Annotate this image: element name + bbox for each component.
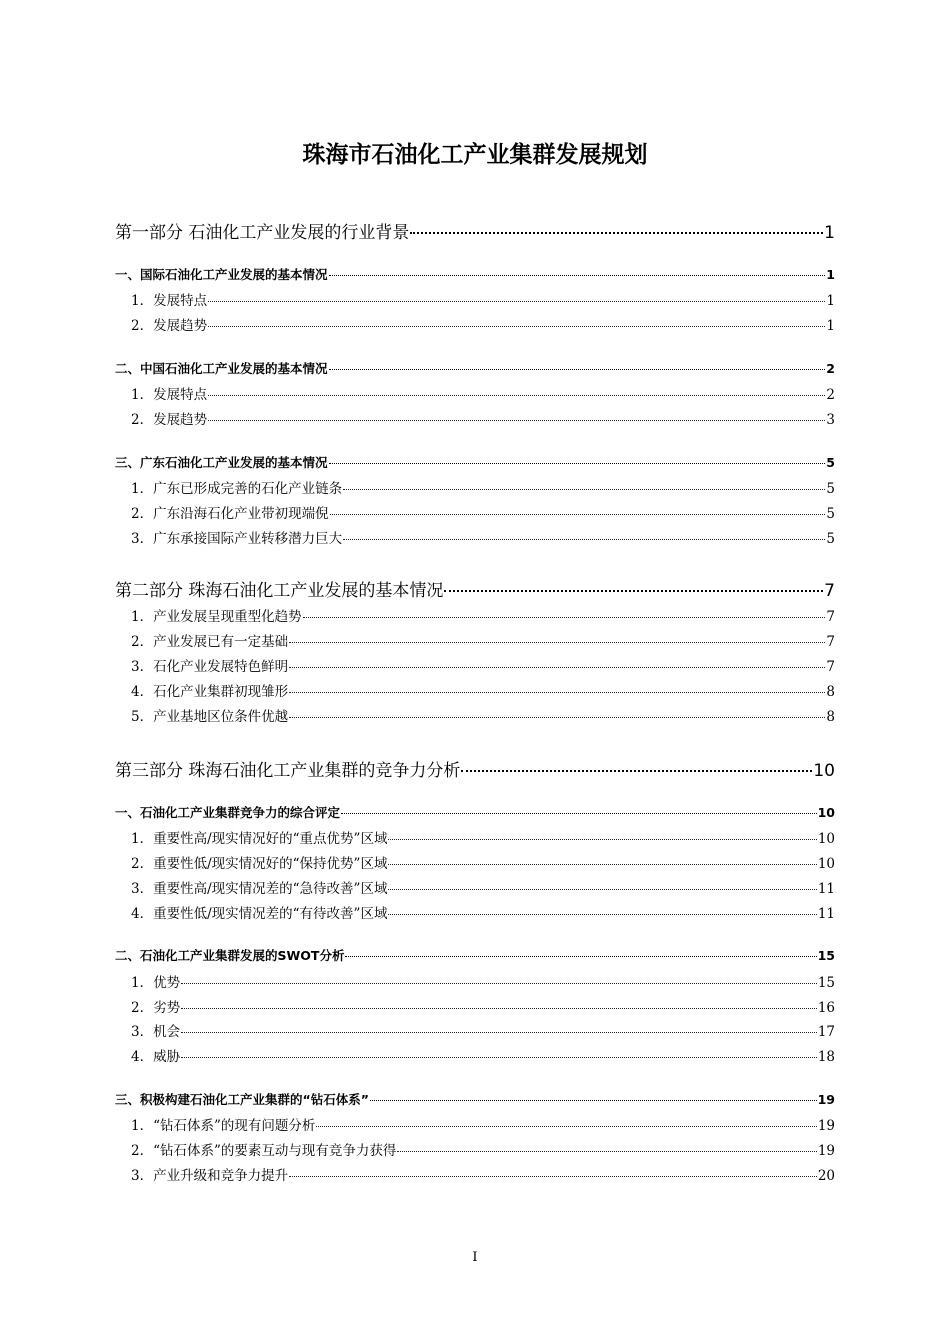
toc-label: 三、积极构建石油化工产业集群的“钻石体系”	[115, 1092, 369, 1107]
toc-leader	[289, 666, 825, 668]
toc-leader	[343, 538, 825, 540]
toc-label: 5．产业基地区位条件优越	[131, 709, 289, 725]
toc-leader	[181, 1056, 817, 1058]
toc-label: 3．广东承接国际产业转移潜力巨大	[131, 531, 343, 547]
toc-leader	[316, 1125, 816, 1127]
toc-item[interactable]	[115, 1045, 835, 1065]
toc-page: 2	[826, 361, 835, 376]
toc-item[interactable]	[115, 1114, 835, 1134]
toc-item[interactable]	[115, 996, 835, 1016]
toc-item[interactable]	[115, 1139, 835, 1159]
toc-page: 1	[826, 318, 835, 334]
toc-page: 8	[826, 709, 835, 725]
toc-item[interactable]	[115, 902, 835, 922]
toc-label: 2．广东沿海石化产业带初现端倪	[131, 506, 329, 522]
toc-section-1-3[interactable]	[115, 453, 835, 471]
toc-label: 二、中国石油化工产业发展的基本情况	[115, 361, 328, 376]
toc-item[interactable]	[115, 705, 835, 725]
toc-leader	[388, 913, 816, 915]
toc-leader	[181, 1007, 817, 1009]
toc-leader	[208, 300, 825, 302]
toc-leader	[329, 368, 826, 370]
toc-page: 11	[817, 881, 835, 897]
toc-leader	[388, 888, 816, 890]
toc-item[interactable]	[115, 383, 835, 403]
toc-page: 17	[817, 1024, 835, 1040]
toc-item[interactable]	[115, 827, 835, 847]
toc-label: 1．发展特点	[131, 293, 208, 309]
toc-label: 2．重要性低/现实情况好的“保持优势”区域	[131, 856, 388, 872]
toc-leader	[343, 488, 825, 490]
toc-page: 19	[817, 1143, 835, 1159]
toc-item[interactable]	[115, 971, 835, 991]
toc-page: 5	[826, 455, 835, 470]
toc-part-3[interactable]	[115, 756, 835, 781]
toc-label: 第一部分 石油化工产业发展的行业背景	[115, 223, 410, 243]
toc-page: 19	[817, 1092, 835, 1107]
page-number: I	[472, 1250, 478, 1265]
toc-label: 4．威胁	[131, 1049, 181, 1065]
toc-label: 4．重要性低/现实情况差的“有待改善”区域	[131, 906, 388, 922]
toc-item[interactable]	[115, 408, 835, 428]
toc-label: 1．广东已形成完善的石化产业链条	[131, 481, 343, 497]
toc-page: 3	[826, 412, 835, 428]
toc-leader	[208, 394, 825, 396]
toc-label: 2．“钻石体系”的要素互动与现有竞争力获得	[131, 1143, 397, 1159]
toc-page: 1	[826, 293, 835, 309]
toc-leader	[370, 1099, 817, 1101]
toc-leader	[461, 769, 812, 772]
toc-label: 1．重要性高/现实情况好的“重点优势”区域	[131, 831, 388, 847]
toc-leader	[388, 838, 816, 840]
toc-label: 1．“钻石体系”的现有问题分析	[131, 1118, 316, 1134]
toc-leader	[329, 462, 826, 464]
toc-item[interactable]	[115, 605, 835, 625]
toc-leader	[181, 1031, 817, 1033]
toc-item[interactable]	[115, 852, 835, 872]
toc-leader	[329, 274, 826, 276]
toc-item[interactable]	[115, 680, 835, 700]
toc-item[interactable]	[115, 1164, 835, 1184]
toc-page: 7	[826, 609, 835, 625]
toc-label: 一、国际石油化工产业发展的基本情况	[115, 267, 328, 282]
toc-leader	[388, 863, 816, 865]
toc-item[interactable]	[115, 655, 835, 675]
toc-leader	[341, 812, 817, 814]
toc-section-3-2[interactable]	[115, 946, 835, 964]
toc-label: 二、石油化工产业集群发展的SWOT分析	[115, 948, 345, 963]
toc-leader	[330, 513, 826, 515]
toc-page: 20	[817, 1168, 835, 1184]
toc-page: 11	[817, 906, 835, 922]
toc-page: 7	[826, 659, 835, 675]
toc-label: 3．产业升级和竞争力提升	[131, 1168, 289, 1184]
toc-label: 2．发展趋势	[131, 318, 208, 334]
toc-leader	[181, 982, 817, 984]
toc-leader	[208, 325, 825, 327]
toc-page: 1	[824, 223, 835, 243]
toc-leader	[208, 419, 825, 421]
toc-page: 2	[826, 387, 835, 403]
toc-leader	[397, 1150, 816, 1152]
toc-page: 18	[817, 1049, 835, 1065]
toc-page: 10	[817, 831, 835, 847]
toc-page: 5	[826, 531, 835, 547]
toc-leader	[410, 231, 823, 234]
toc-label: 2．劣势	[131, 1000, 181, 1016]
toc-leader	[289, 641, 825, 643]
toc-label: 一、石油化工产业集群竞争力的综合评定	[115, 805, 341, 820]
toc-label: 4．石化产业集群初现雏形	[131, 684, 289, 700]
toc-leader	[303, 616, 826, 618]
toc-label: 2．产业发展已有一定基础	[131, 634, 289, 650]
toc-item[interactable]	[115, 630, 835, 650]
toc-label: 3．机会	[131, 1024, 181, 1040]
toc-leader	[345, 955, 816, 957]
toc-page: 10	[817, 856, 835, 872]
toc-section-3-1[interactable]	[115, 803, 835, 821]
toc-label: 第二部分 珠海石油化工产业发展的基本情况	[115, 581, 444, 601]
toc-page: 7	[824, 581, 835, 601]
toc-label: 1．发展特点	[131, 387, 208, 403]
toc-page: 15	[817, 948, 835, 963]
toc-part-2[interactable]	[115, 576, 835, 601]
toc-label: 3．石化产业发展特色鲜明	[131, 659, 289, 675]
toc-item[interactable]	[115, 477, 835, 497]
toc-section-3-3[interactable]	[115, 1090, 835, 1108]
toc-label: 2．发展趋势	[131, 412, 208, 428]
toc-page: 16	[817, 1000, 835, 1016]
toc-leader	[289, 691, 825, 693]
toc-leader	[444, 589, 823, 592]
toc-part-1[interactable]	[115, 218, 835, 243]
toc-item[interactable]	[115, 314, 835, 334]
toc-label: 三、广东石油化工产业发展的基本情况	[115, 455, 328, 470]
toc-page: 5	[826, 506, 835, 522]
toc-page: 15	[817, 975, 835, 991]
toc-label: 1．产业发展呈现重型化趋势	[131, 609, 302, 625]
toc-item[interactable]	[115, 1020, 835, 1040]
toc-item[interactable]	[115, 289, 835, 309]
toc-page: 1	[826, 267, 835, 282]
toc-page: 10	[817, 805, 835, 820]
toc-leader	[289, 716, 825, 718]
toc-label: 第三部分 珠海石油化工产业集群的竞争力分析	[115, 761, 461, 781]
toc-page: 8	[826, 684, 835, 700]
document-title: 珠海市石油化工产业集群发展规划	[302, 142, 648, 168]
toc-page: 19	[817, 1118, 835, 1134]
toc-page: 5	[826, 481, 835, 497]
toc-label: 3．重要性高/现实情况差的“急待改善”区域	[131, 881, 388, 897]
toc-section-1-2[interactable]	[115, 359, 835, 377]
toc-label: 1．优势	[131, 975, 181, 991]
toc-item[interactable]	[115, 877, 835, 897]
toc-section-1-1[interactable]	[115, 265, 835, 283]
toc-leader	[289, 1175, 817, 1177]
toc-item[interactable]	[115, 502, 835, 522]
toc-page: 7	[826, 634, 835, 650]
toc-page: 10	[813, 761, 835, 781]
toc-item[interactable]	[115, 527, 835, 547]
